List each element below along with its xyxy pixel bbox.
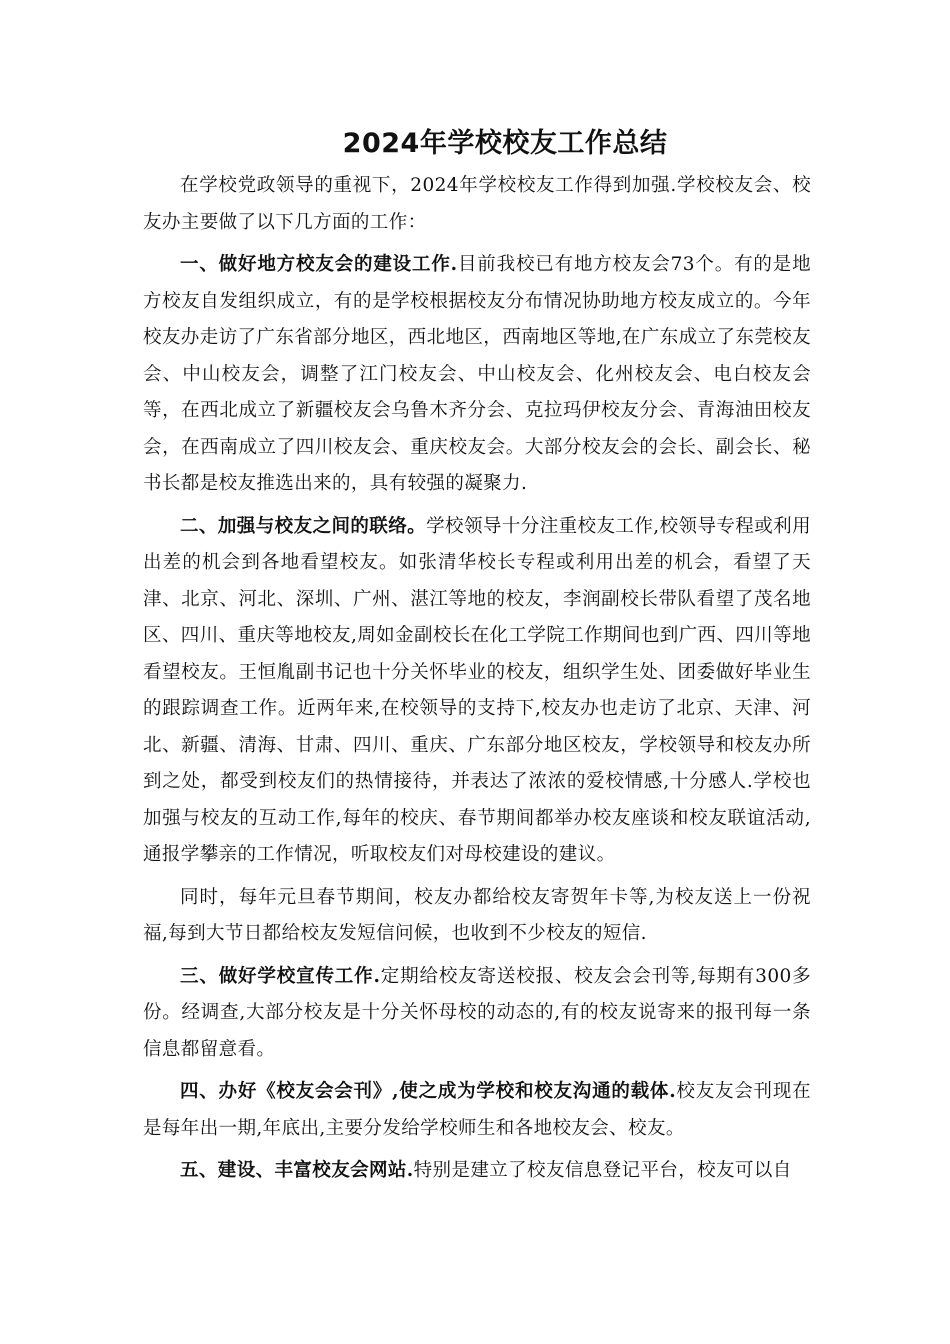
section-paragraph-3: [143, 880, 811, 953]
section-text-5: 校友友会刊现在是每年出一期,年底出,主要分发给学校师生和各地校友会、校友。: [143, 1081, 811, 1139]
section-paragraph-6: [143, 1153, 811, 1190]
section-text-1: 目前我校已有地方校友会73个。有的是地方校友自发组织成立，有的是学校根据校友分布情况协助地方校友成立的。今年校友办走访了广东省部分地区，西北地区，西南地区等地,在广东成立了东莞校友会、中山校友会，调整了江门校友会、中山校友会、化州校友会、电白校友会等，在西北成立了新疆校友会乌鲁木齐分会、克拉玛伊校友分会、青海油田校友会，在西南成立了四川校友会、重庆校友会。大部分校友会的会长、副会长、秘书长都是校友推选出来的，具有较强的凝聚力.: [143, 254, 811, 494]
intro-paragraph: 在学校党政领导的重视下，2024年学校校友工作得到加强.学校校友会、校友办主要做了以下几方面的工作：: [143, 175, 811, 233]
section-paragraph-5: [143, 1074, 811, 1147]
section-text-4: 定期给校友寄送校报、校友会会刊等,每期有300多份。经调查,大部分校友是十分关怀母校的动态的,有的校友说寄来的报刊每一条信息都留意看。: [143, 965, 812, 1060]
section-paragraph-2: [143, 509, 811, 874]
section-text-2: 学校领导十分注重校友工作,校领导专程或利用出差的机会到各地看望校友。如张清华校长专程或利用出差的机会，看望了天津、北京、河北、深圳、广州、湛江等地的校友，李润副校长带队看望了茂名地区、四川、重庆等地校友,周如金副校长在化工学院工作期间也到广西、四川等地看望校友。王恒胤副书记也十分关怀毕业的校友，组织学生处、团委做好毕业生的跟踪调查工作。近两年来,在校领导的支持下,校友办也走访了北京、天津、河北、新疆、清海、甘肃、四川、重庆、广东部分地区校友，学校领导和校友办所到之处，都受到校友们的热情接待，并表达了浓浓的爱校情感,十分感人.学校也加强与校友的互动工作,每年的校庆、春节期间都举办校友座谈和校友联谊活动,通报学攀亲的工作情况，听取校友们对母校建设的建议。: [143, 515, 811, 865]
section-heading-1: 一、做好地方校友会的建设工作.: [180, 254, 458, 275]
section-paragraph-1: [143, 247, 811, 503]
section-text-6: 特别是建立了校友信息登记平台，校友可以自: [413, 1160, 792, 1181]
section-paragraph-4: [143, 959, 811, 1069]
section-heading-5: 四、办好《校友会会刊》,使之成为学校和校友沟通的载体.: [180, 1081, 677, 1102]
document-body: [143, 168, 811, 1190]
document-title: 2024年学校校友工作总结: [342, 128, 668, 159]
section-heading-6: 五、建设、丰富校友会网站.: [180, 1160, 414, 1181]
section-text-3: 同时，每年元旦春节期间，校友办都给校友寄贺年卡等,为校友送上一份祝福,每到大节日都给校友发短信问候，也收到不少校友的短信.: [143, 886, 811, 944]
section-heading-2: 二、加强与校友之间的联络。: [180, 515, 427, 537]
section-heading-4: 三、做好学校宣传工作.: [180, 965, 381, 987]
